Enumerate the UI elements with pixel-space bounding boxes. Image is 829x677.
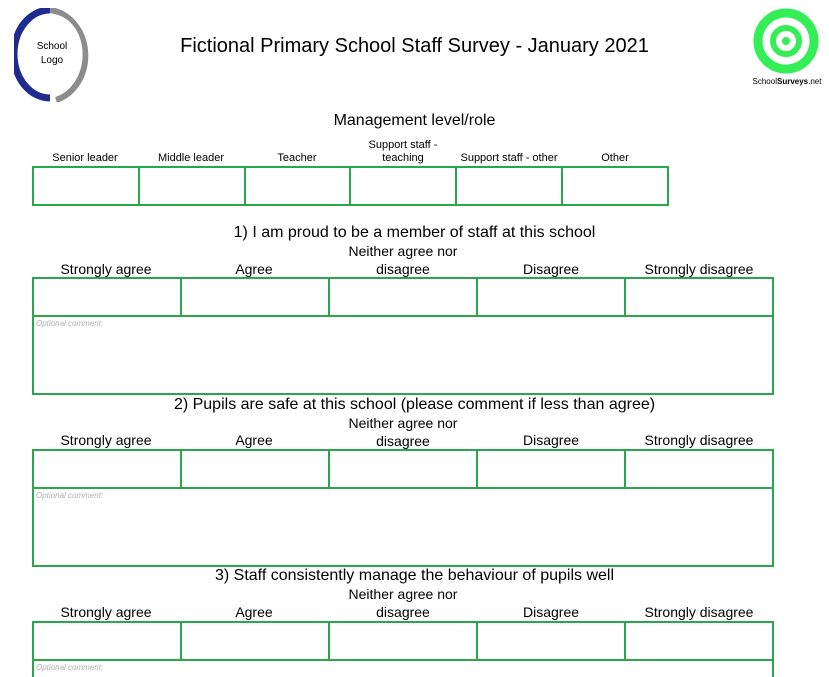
q3-option-strongly-disagree[interactable] <box>626 623 772 659</box>
role-checkbox-senior-leader[interactable] <box>34 168 140 204</box>
question-1-title: 1) I am proud to be a member of staff at this school <box>233 224 596 241</box>
brand-name <box>745 77 829 86</box>
target-icon <box>749 8 823 74</box>
management-section-title: Management level/role <box>333 112 496 129</box>
q2-label-strongly-agree: Strongly agree <box>60 432 152 448</box>
management-role-grid <box>32 166 669 206</box>
role-checkbox-middle-leader[interactable] <box>140 168 246 204</box>
page-title: Fictional Primary School Staff Survey - January 2021 <box>180 35 649 57</box>
question-2-title: 2) Pupils are safe at this school (please comment if less than agree) <box>173 396 656 413</box>
q2-label-disagree: Disagree <box>522 432 580 448</box>
q2-label-strongly-disagree: Strongly disagree <box>644 432 754 448</box>
q3-label-strongly-agree: Strongly agree <box>60 604 152 620</box>
q2-comment-placeholder: Optional comment: <box>36 491 104 500</box>
q1-option-neutral[interactable] <box>330 279 478 315</box>
q1-comment-placeholder: Optional comment: <box>36 319 104 328</box>
role-checkbox-support-other[interactable] <box>457 168 563 204</box>
q2-response-grid <box>32 449 774 489</box>
q1-label-neutral: Neither agree nor disagree <box>348 243 458 277</box>
role-label-middle-leader: Middle leader <box>157 152 225 164</box>
q2-option-strongly-agree[interactable] <box>34 451 182 487</box>
q3-comment-field[interactable] <box>32 661 774 677</box>
q2-option-neutral[interactable] <box>330 451 478 487</box>
q2-option-strongly-disagree[interactable] <box>626 451 772 487</box>
q3-label-strongly-disagree: Strongly disagree <box>644 604 754 620</box>
role-label-senior-leader: Senior leader <box>52 152 118 164</box>
question-3-title: 3) Staff consistently manage the behaviour of pupils well <box>214 567 615 584</box>
q3-response-grid <box>32 621 774 661</box>
q1-label-agree: Agree <box>235 261 273 277</box>
role-label-other: Other <box>601 152 629 164</box>
brand-part-3: .net <box>808 77 822 86</box>
q1-response-grid <box>32 277 774 317</box>
role-checkbox-other[interactable] <box>563 168 667 204</box>
q1-option-disagree[interactable] <box>478 279 626 315</box>
q1-label-strongly-disagree: Strongly disagree <box>644 261 754 277</box>
q3-label-disagree: Disagree <box>522 604 580 620</box>
q2-comment-field[interactable] <box>32 489 774 567</box>
q1-label-disagree: Disagree <box>522 261 580 277</box>
role-label-support-other: Support staff - other <box>460 152 558 164</box>
q1-option-strongly-disagree[interactable] <box>626 279 772 315</box>
q2-label-agree: Agree <box>235 432 273 448</box>
role-checkbox-teacher[interactable] <box>246 168 352 204</box>
q2-option-agree[interactable] <box>182 451 330 487</box>
brand-part-2: Surveys <box>776 77 809 86</box>
q3-option-strongly-agree[interactable] <box>34 623 182 659</box>
q2-label-neutral: Neither agree nor disagree <box>348 415 458 449</box>
q1-option-strongly-agree[interactable] <box>34 279 182 315</box>
role-label-support-teaching: Support staff - teaching <box>368 139 438 164</box>
q3-option-agree[interactable] <box>182 623 330 659</box>
q1-label-strongly-agree: Strongly agree <box>60 261 152 277</box>
brand-part-1: School <box>752 77 777 86</box>
q2-option-disagree[interactable] <box>478 451 626 487</box>
q3-comment-placeholder: Optional comment: <box>36 663 104 672</box>
q1-option-agree[interactable] <box>182 279 330 315</box>
role-checkbox-support-teaching[interactable] <box>351 168 457 204</box>
q1-comment-field[interactable] <box>32 317 774 395</box>
q3-label-neutral: Neither agree nor disagree <box>348 586 458 620</box>
q3-option-disagree[interactable] <box>478 623 626 659</box>
school-logo-text: School Logo <box>36 41 68 66</box>
q3-label-agree: Agree <box>235 604 273 620</box>
role-label-teacher: Teacher <box>277 152 317 164</box>
q3-option-neutral[interactable] <box>330 623 478 659</box>
